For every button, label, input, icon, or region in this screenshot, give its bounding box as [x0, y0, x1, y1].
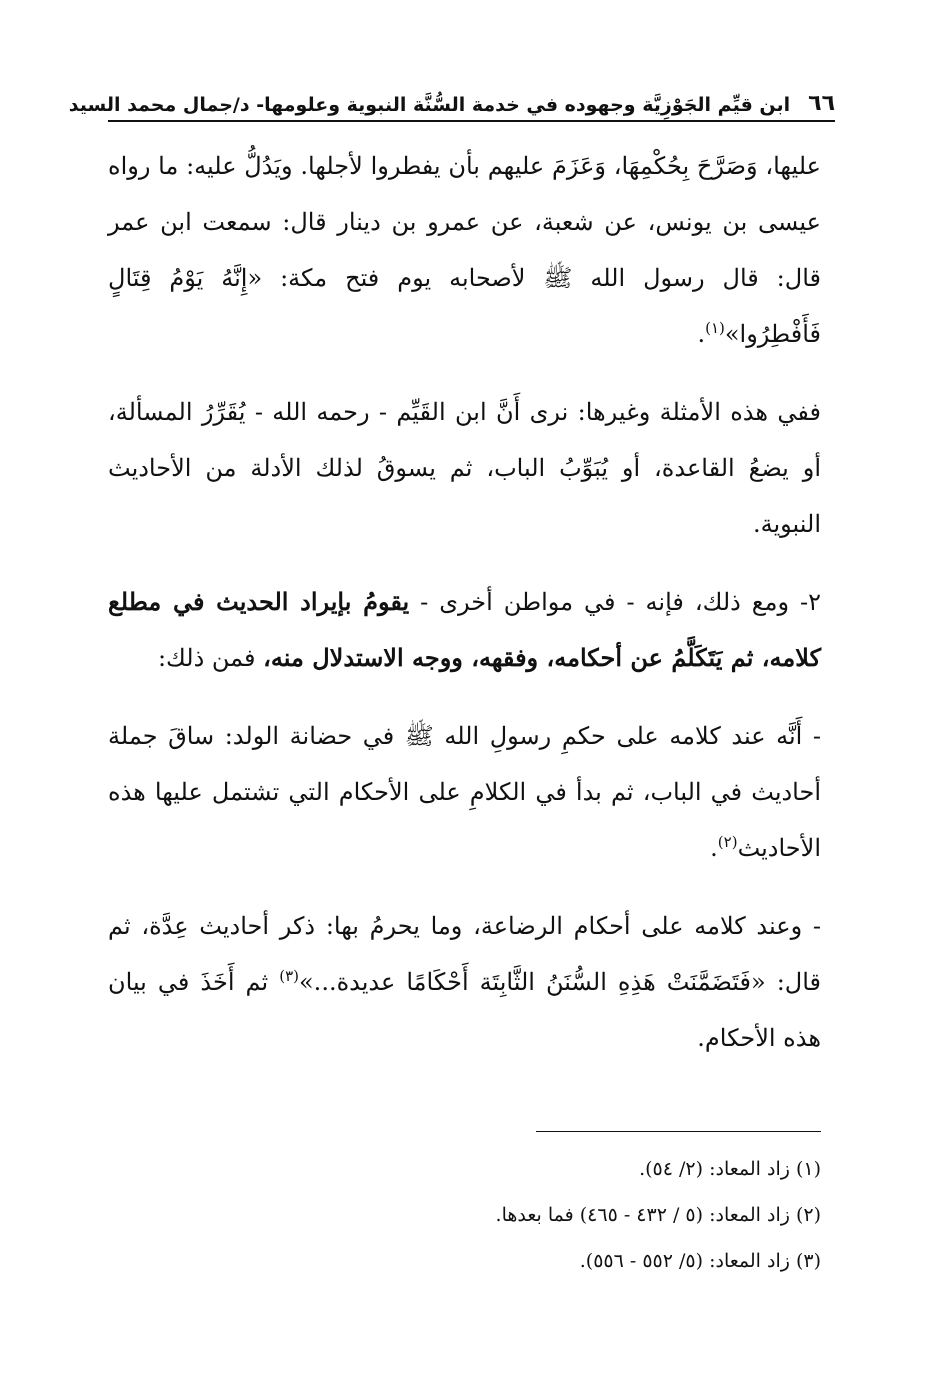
paragraph-2: ففي هذه الأمثلة وغيرها: نرى أَنَّ ابن القَيِّم - رحمه الله - يُقَرِّرُ المسألة، أو يضعُ القاعدة، أو يُبَوِّبُ الباب، ثم يسوقُ لذلك الأدلة من الأحاديث النبوية. — [108, 398, 822, 538]
paragraph-3-text: ٢- ومع ذلك، فإنه - في مواطن أخرى - — [409, 588, 821, 616]
paragraph-1-text: عليها، وَصَرَّحَ بِحُكْمِهَا، وَعَزَمَ عليهم بأن يفطروا لأجلها. ويَدُلُّ عليه: ما رواه عيسى بن يونس، عن شعبة، عن عمرو بن دينار قال: سمعت ابن عمر قال: قال رسول الله ﷺ لأصحابه يوم فتح مكة: «إِنَّهُ يَوْمُ قِتَالٍ فَأَفْطِرُوا» — [108, 152, 821, 348]
paragraph-1-end: . — [697, 320, 706, 348]
footnote-2: (٢) زاد المعاد: (٥ / ٤٣٢ - ٤٦٥) فما بعدها. — [495, 1204, 821, 1226]
footnote-ref-1: (١) — [705, 319, 725, 337]
footnote-3: (٣) زاد المعاد: (٥/ ٥٥٢ - ٥٥٦). — [579, 1250, 821, 1272]
paragraph-4-end: . — [710, 834, 718, 862]
paragraph-3 — [108, 574, 821, 686]
paragraph-5 — [108, 898, 821, 1066]
footnote-ref-3: (٣) — [279, 967, 299, 985]
paragraph-3-bold-text: يقومُ بإيراد الحديث في مطلع كلامه، ثم يَتَكَلَّمُ عن أحكامه، وفقهه، ووجه الاستدلال منه، — [108, 587, 821, 672]
footnote-divider — [536, 1131, 821, 1132]
running-header — [68, 86, 835, 122]
page-number: ٦٦ — [808, 91, 835, 116]
paragraph-4 — [108, 708, 821, 876]
footnotes — [108, 1146, 821, 1284]
running-title: ابن قيِّم الجَوْزِيَّة وجهوده في خدمة السُّنَّة النبوية وعلومها- د/جمال محمد السيد — [68, 94, 791, 116]
paragraph-3-end: فمن ذلك: — [157, 644, 264, 672]
main-text — [108, 138, 821, 1066]
paragraph-1 — [108, 138, 821, 362]
paragraph-5-end: ثم أَخَذَ في بيان هذه الأحكام. — [108, 968, 821, 1052]
footnote-1: (١) زاد المعاد: (٢/ ٥٤). — [639, 1158, 821, 1180]
paragraph-5-text: - وعند كلامه على أحكام الرضاعة، وما يحرمُ بها: ذكر أحاديث عِدَّة، ثم قال: «فَتَضَمَّنَتْ هَذِهِ السُّنَنُ الثَّابِتَة أَحْكَامًا عديدة...» — [108, 912, 822, 996]
footnote-ref-2: (٢) — [717, 833, 738, 851]
paragraph-4-text: - أَنَّه عند كلامه على حكمِ رسولِ الله ﷺ في حضانة الولد: ساقَ جملة أحاديث في الباب، ثم بدأ في الكلامِ على الأحكام التي تشتمل عليها هذه الأحاديث — [108, 722, 821, 862]
